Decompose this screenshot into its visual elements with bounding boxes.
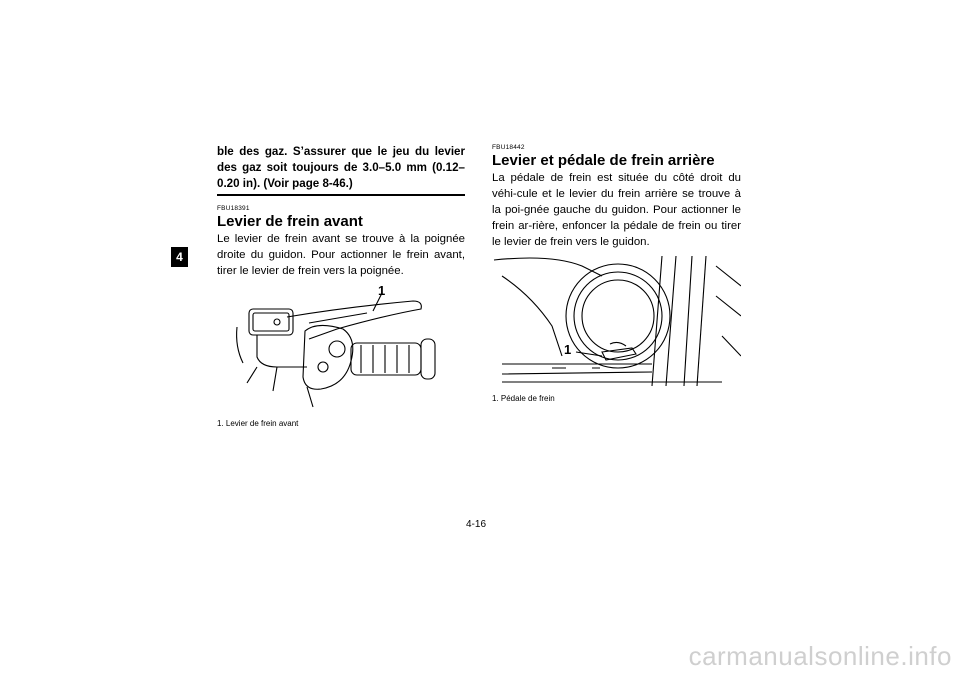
section-heading: Levier et pédale de frein arrière [492,152,715,169]
watermark: carmanualsonline.info [688,641,952,671]
rear-brake-pedal-figure [492,256,741,390]
left-column [217,144,465,428]
section-code: FBU18391 [217,205,250,212]
front-brake-lever-figure [217,283,465,415]
section-heading: Levier de frein avant [217,213,363,230]
figure-caption: 1. Levier de frein avant [217,419,299,428]
warning-continuation: ble des gaz. S’assurer que le jeu du levier des gaz soit toujours de 3.0–5.0 mm (0.12–0.20 in). (Voir page 8-46.) [217,145,465,190]
section-code: FBU18442 [492,144,525,151]
chapter-tab: 4 [171,247,188,267]
figure-caption: 1. Pédale de frein [492,394,555,403]
right-column [492,144,741,403]
rear-brake-pedal-illustration [492,256,741,390]
front-brake-lever-illustration [217,287,465,415]
figure-callout: 1 [378,283,386,298]
section-body: Le levier de frein avant se trouve à la poignée droite du guidon. Pour actionner le frein avant, tirer le levier de frein vers la poignée. [217,233,465,277]
section-body: La pédale de frein est située du côté droit du véhi-cule et le levier du frein arrière se trouve à la poi-gnée gauche du guidon. Pour actionner le frein ar-rière, enfoncer la pédale de frein ou tirer le levier de frein vers le guidon. [492,172,741,248]
figure-callout: 1 [564,342,572,357]
warning-divider [217,194,465,196]
page-number: 4-16 [466,519,487,530]
